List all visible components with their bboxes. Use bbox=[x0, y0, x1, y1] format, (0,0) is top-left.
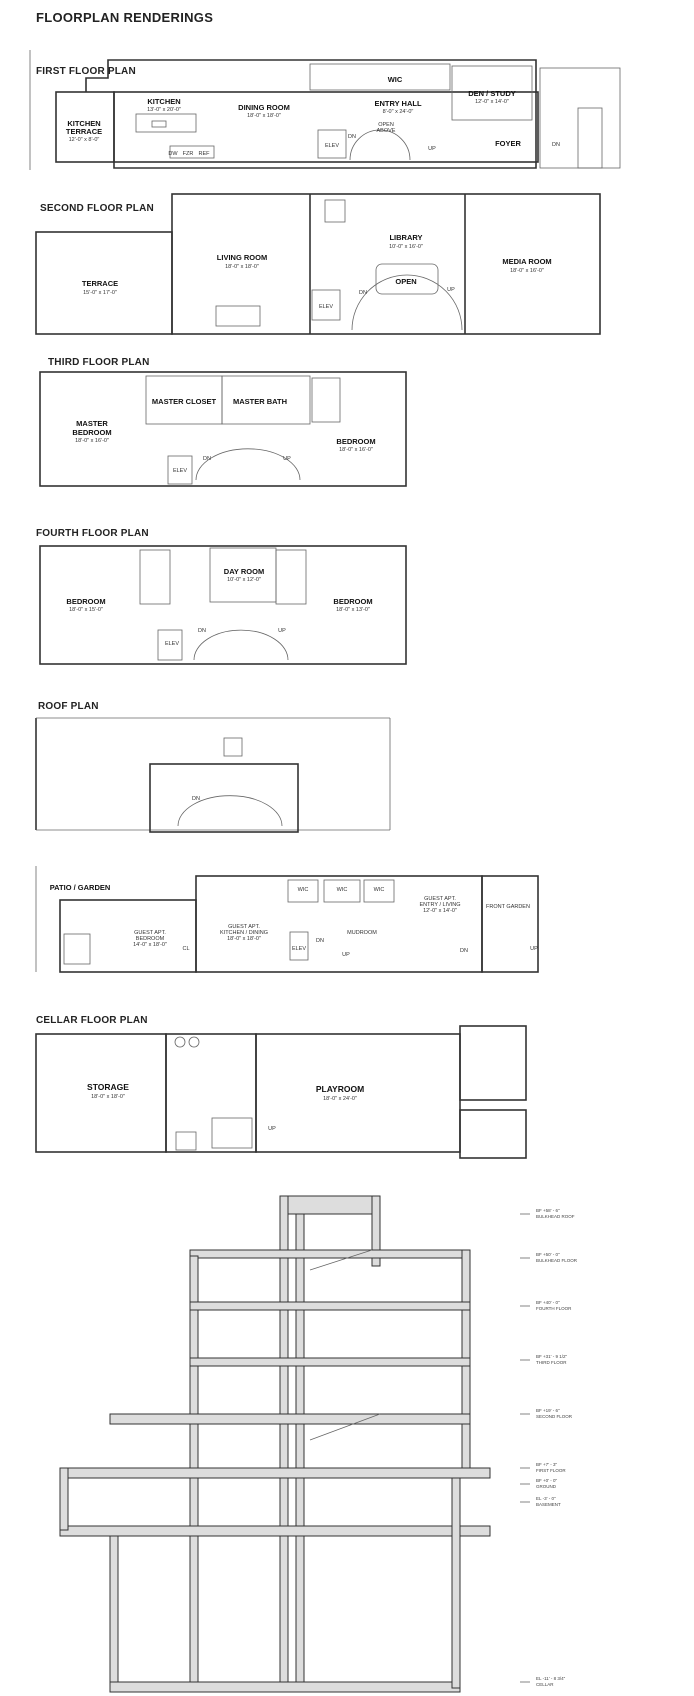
kitchen-label: KITCHEN bbox=[147, 97, 181, 106]
fourth-bedroom-left-dims: 18'-0" x 15'-0" bbox=[69, 607, 103, 613]
entry-hall-dims: 8'-0" x 24'-0" bbox=[382, 109, 414, 115]
ground-floor-plan bbox=[36, 866, 538, 972]
day-room-label: DAY ROOM bbox=[223, 567, 265, 576]
front-garden-label: FRONT GARDEN bbox=[486, 904, 530, 910]
cellar-up-label: UP bbox=[268, 1126, 276, 1132]
master-closet-label: MASTER CLOSET bbox=[151, 397, 217, 406]
ground-dn-label: DN bbox=[316, 938, 324, 944]
level-bulkhead-floor-elev: BF +50' - 0" bbox=[536, 1252, 560, 1257]
master-bedroom-label-2: BEDROOM bbox=[72, 428, 112, 437]
terrace-dims: 15'-0" x 17'-0" bbox=[83, 290, 117, 296]
fzr-label: FZR bbox=[182, 151, 194, 157]
second-floor-plan bbox=[36, 194, 600, 334]
open-label: OPEN bbox=[395, 277, 417, 286]
guest-bedroom-label-2: BEDROOM bbox=[135, 936, 165, 942]
den-study-label: DEN / STUDY bbox=[468, 89, 516, 98]
kitchen-terrace-dims: 12'-0" x 8'-0" bbox=[68, 137, 100, 143]
dining-room-dims: 18'-0" x 18'-0" bbox=[247, 113, 281, 119]
fourth-bedroom-right-label: BEDROOM bbox=[333, 597, 373, 606]
third-up-label: UP bbox=[283, 456, 291, 462]
level-basement-elev: EL -3' - 0" bbox=[536, 1496, 556, 1501]
level-bulkhead-floor-name: BULKHEAD FLOOR bbox=[536, 1258, 578, 1263]
guest-bedroom-dims: 14'-0" x 18'-0" bbox=[133, 942, 167, 948]
fourth-up-label: UP bbox=[278, 628, 286, 634]
ground-up2-label: UP bbox=[530, 946, 538, 952]
guest-entry-label-1: GUEST APT. bbox=[424, 896, 456, 902]
kitchen-dims: 13'-0" x 20'-0" bbox=[147, 107, 181, 113]
fourth-bedroom-right-dims: 18'-0" x 13'-0" bbox=[336, 607, 370, 613]
third-elev-label: ELEV bbox=[172, 468, 188, 474]
roof-plan-title: ROOF PLAN bbox=[38, 701, 99, 712]
third-floor-plan bbox=[40, 372, 406, 486]
guest-kitchen-label-1: GUEST APT. bbox=[228, 924, 260, 930]
first-floor-plan bbox=[30, 50, 620, 170]
second-dn-label: DN bbox=[359, 290, 367, 296]
day-room-dims: 10'-0" x 12'-0" bbox=[227, 577, 261, 583]
guest-entry-label-2: ENTRY / LIVING bbox=[419, 902, 461, 908]
building-section bbox=[60, 1196, 578, 1692]
first-floor-plan-title: FIRST FLOOR PLAN bbox=[36, 66, 136, 77]
first-up-label: UP bbox=[428, 146, 436, 152]
roof-dn-label: DN bbox=[192, 796, 200, 802]
level-fourth-floor-elev: BF +40' - 0" bbox=[536, 1300, 560, 1305]
level-markers bbox=[520, 1208, 578, 1687]
dining-room-label: DINING ROOM bbox=[238, 103, 290, 112]
master-bedroom-label-1: MASTER bbox=[76, 419, 108, 428]
library-label: LIBRARY bbox=[389, 233, 423, 242]
media-room-label: MEDIA ROOM bbox=[502, 257, 552, 266]
storage-dims: 18'-0" x 18'-0" bbox=[91, 1094, 125, 1100]
level-third-floor-elev: BF +31' - 9 1/2" bbox=[536, 1354, 568, 1359]
second-floor-plan-title: SECOND FLOOR PLAN bbox=[40, 203, 154, 214]
kitchen-terrace-label-2: TERRACE bbox=[65, 127, 103, 136]
wic-label: WIC bbox=[387, 75, 403, 84]
ground-elev-label: ELEV bbox=[291, 946, 307, 952]
level-cellar-name: CELLAR bbox=[536, 1682, 554, 1687]
fourth-floor-plan bbox=[40, 546, 406, 664]
third-dn-label: DN bbox=[203, 456, 211, 462]
guest-kitchen-dims: 18'-0" x 18'-0" bbox=[227, 936, 261, 942]
fourth-dn-label: DN bbox=[198, 628, 206, 634]
level-first-floor-name: FIRST FLOOR bbox=[536, 1468, 566, 1473]
level-bulkhead-roof-name: BULKHEAD ROOF bbox=[536, 1214, 575, 1219]
dw-label: DW bbox=[168, 151, 178, 157]
roof-plan bbox=[36, 718, 390, 832]
wic-1-label: WIC bbox=[297, 887, 309, 893]
level-cellar-elev: EL -11' - 8 3/4" bbox=[536, 1676, 566, 1681]
level-fourth-floor-name: FOURTH FLOOR bbox=[536, 1306, 572, 1311]
mudroom-label: MUDROOM bbox=[347, 930, 377, 936]
playroom-dims: 18'-0" x 24'-0" bbox=[323, 1096, 357, 1102]
guest-bedroom-label-1: GUEST APT. bbox=[134, 930, 166, 936]
ground-up-label: UP bbox=[342, 952, 350, 958]
master-bedroom-dims: 18'-0" x 16'-0" bbox=[75, 438, 109, 444]
terrace-label: TERRACE bbox=[81, 279, 119, 288]
level-third-floor-name: THIRD FLOOR bbox=[536, 1360, 567, 1365]
library-dims: 10'-0" x 16'-0" bbox=[389, 244, 423, 250]
kitchen-terrace-label-1: KITCHEN bbox=[67, 119, 101, 128]
first-elev-label: ELEV bbox=[324, 143, 340, 149]
storage-label: STORAGE bbox=[87, 1082, 129, 1092]
wic-2-label: WIC bbox=[336, 887, 348, 893]
guest-entry-dims: 12'-0" x 14'-0" bbox=[423, 908, 457, 914]
playroom-label: PLAYROOM bbox=[315, 1084, 365, 1094]
ref-label: REF bbox=[198, 151, 210, 157]
open-above-label-1: OPEN bbox=[378, 122, 394, 128]
fourth-bedroom-left-label: BEDROOM bbox=[66, 597, 106, 606]
entry-hall-label: ENTRY HALL bbox=[374, 99, 422, 108]
second-up-label: UP bbox=[447, 287, 455, 293]
cellar-floor-plan bbox=[36, 1026, 526, 1158]
living-room-dims: 18'-0" x 18'-0" bbox=[225, 264, 259, 270]
living-room-label: LIVING ROOM bbox=[216, 253, 268, 262]
level-ground-elev: BF +0' - 0" bbox=[536, 1478, 558, 1483]
third-floor-plan-title: THIRD FLOOR PLAN bbox=[48, 357, 150, 368]
guest-kitchen-label-2: KITCHEN / DINING bbox=[220, 930, 268, 936]
fourth-elev-label: ELEV bbox=[164, 641, 180, 647]
foyer-label: FOYER bbox=[495, 139, 521, 148]
first-dn2-label: DN bbox=[552, 142, 560, 148]
level-second-floor-elev: BF +19' - 6" bbox=[536, 1408, 560, 1413]
level-first-floor-elev: BF +7' - 3" bbox=[536, 1462, 558, 1467]
den-study-dims: 12'-0" x 14'-0" bbox=[475, 99, 509, 105]
cellar-floor-plan-title: CELLAR FLOOR PLAN bbox=[36, 1015, 148, 1026]
level-bulkhead-roof-elev: BF +58' - 6" bbox=[536, 1208, 560, 1213]
wic-3-label: WIC bbox=[373, 887, 385, 893]
master-bath-label: MASTER BATH bbox=[232, 397, 288, 406]
media-room-dims: 18'-0" x 16'-0" bbox=[510, 268, 544, 274]
second-elev-label: ELEV bbox=[318, 304, 334, 310]
patio-garden-label: PATIO / GARDEN bbox=[49, 883, 111, 892]
level-basement-name: BASEMENT bbox=[536, 1502, 561, 1507]
ground-dn2-label: DN bbox=[460, 948, 468, 954]
level-second-floor-name: SECOND FLOOR bbox=[536, 1414, 573, 1419]
level-ground-name: GROUND bbox=[536, 1484, 556, 1489]
first-dn-label: DN bbox=[348, 134, 356, 140]
open-above-label-2: ABOVE bbox=[376, 128, 396, 134]
fourth-floor-plan-title: FOURTH FLOOR PLAN bbox=[36, 528, 149, 539]
page-title: FLOORPLAN RENDERINGS bbox=[36, 10, 214, 25]
third-bedroom-label: BEDROOM bbox=[336, 437, 376, 446]
third-bedroom-dims: 18'-0" x 16'-0" bbox=[339, 447, 373, 453]
closet-label: CL bbox=[182, 946, 190, 952]
